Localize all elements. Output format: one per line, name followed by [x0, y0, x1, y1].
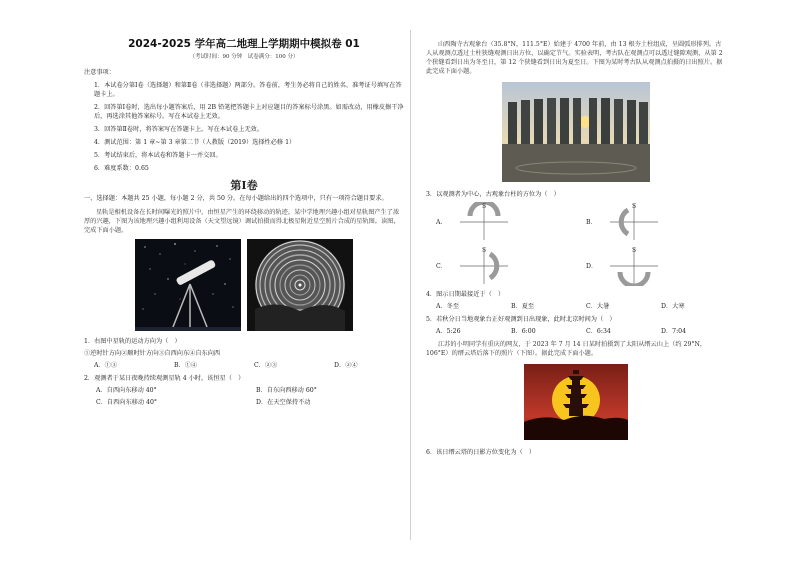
- direction-diagram-b: [604, 202, 664, 242]
- axis-label-s: S: [482, 247, 487, 254]
- notice-item: 1．本试卷分第Ⅰ卷（选择题）和第Ⅱ卷（非选择题）两部分。答卷前，考生务必将自己的姓名、准考证号填写在答题卡上。: [94, 82, 402, 98]
- option-b: B．: [586, 218, 597, 226]
- option-a[interactable]: A．自西向东移动 40°: [96, 387, 157, 394]
- direction-diagram-d: [604, 246, 664, 286]
- question-1-statements: ①逆时针方向②顺时针方向③自西向东④自东向西: [84, 350, 221, 357]
- left-column: [84, 40, 404, 409]
- option-d[interactable]: D．7:04: [661, 328, 687, 335]
- option-b[interactable]: B．①④: [174, 362, 198, 369]
- passage-observatory: 山西陶寺古观象台（35.8°N，111.5°E）始建于 4700 年前，由 13 根夯土柱组成，呈圆弧形排列。古人从观测点透过土柱狭缝观测日出方位，以确定节气。实验表明，考古队在观测点可以透过缝隙观测，从第 2 个狭缝看到日出为冬至日，第 12 个狭缝看到日出为夏至日。下图为某时考古队从观测点拍摄的日出照片。据此完成下面小题。: [426, 41, 723, 75]
- question-5-stem: 5．若秋分日当地观象台正好观测到日出现象，此时北京时间为（ ）: [426, 316, 616, 323]
- option-c: C．: [436, 262, 447, 270]
- option-d[interactable]: D．大寒: [661, 303, 685, 310]
- telescope-photo: [135, 239, 241, 331]
- option-a[interactable]: A．冬至: [436, 303, 460, 310]
- right-column: [426, 40, 726, 460]
- option-c[interactable]: C．自西向东移动 40°: [96, 399, 157, 406]
- question-3-options: [426, 202, 726, 286]
- column-divider: [410, 30, 411, 540]
- question-1-options: [84, 361, 404, 370]
- option-c[interactable]: C．②③: [254, 362, 278, 369]
- exam-title: 2024-2025 学年高二地理上学期期中模拟卷 01: [128, 38, 360, 50]
- question-4-stem: 4．图示日期最接近于（ ）: [426, 291, 505, 298]
- section-instruction: 一、选择题：本题共 25 小题，每小题 2 分，共 50 分。在每小题给出的四个选项中，只有一项符合题目要求。: [84, 195, 388, 202]
- question-6-stem: 6．该日缙云塔的日影方位变化为（ ）: [426, 449, 536, 456]
- exam-subtitle: （考试时间：90 分钟 试卷满分：100 分）: [189, 54, 299, 60]
- notice-item: 5．考试结束后，将本试卷和答题卡一并交回。: [94, 152, 222, 159]
- option-d[interactable]: D．在天空保持不动: [256, 399, 311, 406]
- passage-sunset: 江苏的小明同学有重庆的网友，于 2023 年 7 月 14 日某时拍摄到了太阳从缙云山上（约 29°N，106°E）的缙云塔后落下的照片（下图）。据此完成下面小题。: [426, 341, 707, 357]
- option-b[interactable]: B．夏至: [511, 303, 535, 310]
- sunset-pagoda-photo: [524, 364, 628, 440]
- option-a[interactable]: A．①③: [94, 362, 118, 369]
- direction-diagram-a: [454, 202, 514, 242]
- option-d: D．: [586, 262, 598, 270]
- notice-item: 6．难度系数：0.65: [94, 165, 149, 172]
- option-b[interactable]: B．自东向西移动 60°: [256, 387, 317, 394]
- direction-diagram-c: [454, 246, 514, 286]
- question-5-options: [426, 327, 726, 336]
- option-c-cell[interactable]: [426, 246, 576, 286]
- observatory-photo: [502, 82, 650, 182]
- question-4-options: [426, 302, 726, 311]
- star-trail-photo: [247, 239, 353, 331]
- axis-label-s: S: [632, 203, 637, 210]
- axis-label-s: S: [482, 203, 487, 210]
- passage-star-trail: 星轨是相机设备在长时间曝光的照片中，由恒星产生的环绕移动的轨迹。某中学地理兴趣小组对星轨图产生了浓厚的兴趣，下图为该地理兴趣小组利用设备（天文望远镜）调试拍摄而得北极星附近星空照片合成的星轨图。读图，完成下面小题。: [84, 209, 400, 234]
- notice-list: [84, 81, 404, 173]
- notice-item: 3．回答第Ⅱ卷时，将答案写在答题卡上。写在本试卷上无效。: [94, 126, 264, 133]
- notice-item: 2．回答第Ⅰ卷时，选出每小题答案后，用 2B 铅笔把答题卡上对应题目的答案标号涂黑。如需改动，用橡皮擦干净后，再选涂其他答案标号。写在本试卷上无效。: [94, 104, 404, 120]
- question-3-stem: 3．以观测者为中心，古观象台柱的方位为（ ）: [426, 191, 560, 198]
- question-1-stem: 1．右图中星轨的运动方向为（ ）: [84, 338, 181, 345]
- option-c[interactable]: C．大暑: [586, 303, 610, 310]
- section-title: 第Ⅰ卷: [230, 179, 258, 192]
- option-d[interactable]: D．②④: [334, 362, 358, 369]
- option-d-cell[interactable]: [576, 246, 726, 286]
- option-a[interactable]: A．5:26: [436, 328, 461, 335]
- notice-item: 4．测试范围：第 1 章~第 3 章第二节（人教版（2019）选择性必修 1）: [94, 139, 296, 146]
- notice-heading: 注意事项：: [84, 69, 115, 76]
- axis-label-s: S: [632, 247, 637, 254]
- option-b[interactable]: B．6:00: [511, 328, 536, 335]
- question-2-stem: 2．观测者于某日夜晚持续观测星轨 4 小时，该恒星（ ）: [84, 375, 245, 382]
- option-a-cell[interactable]: [426, 202, 576, 242]
- option-a: A．: [436, 218, 447, 226]
- option-c[interactable]: C．6:34: [586, 328, 611, 335]
- star-trail-figures: [84, 239, 404, 331]
- question-2-options: [84, 386, 404, 407]
- option-b-cell[interactable]: [576, 202, 726, 242]
